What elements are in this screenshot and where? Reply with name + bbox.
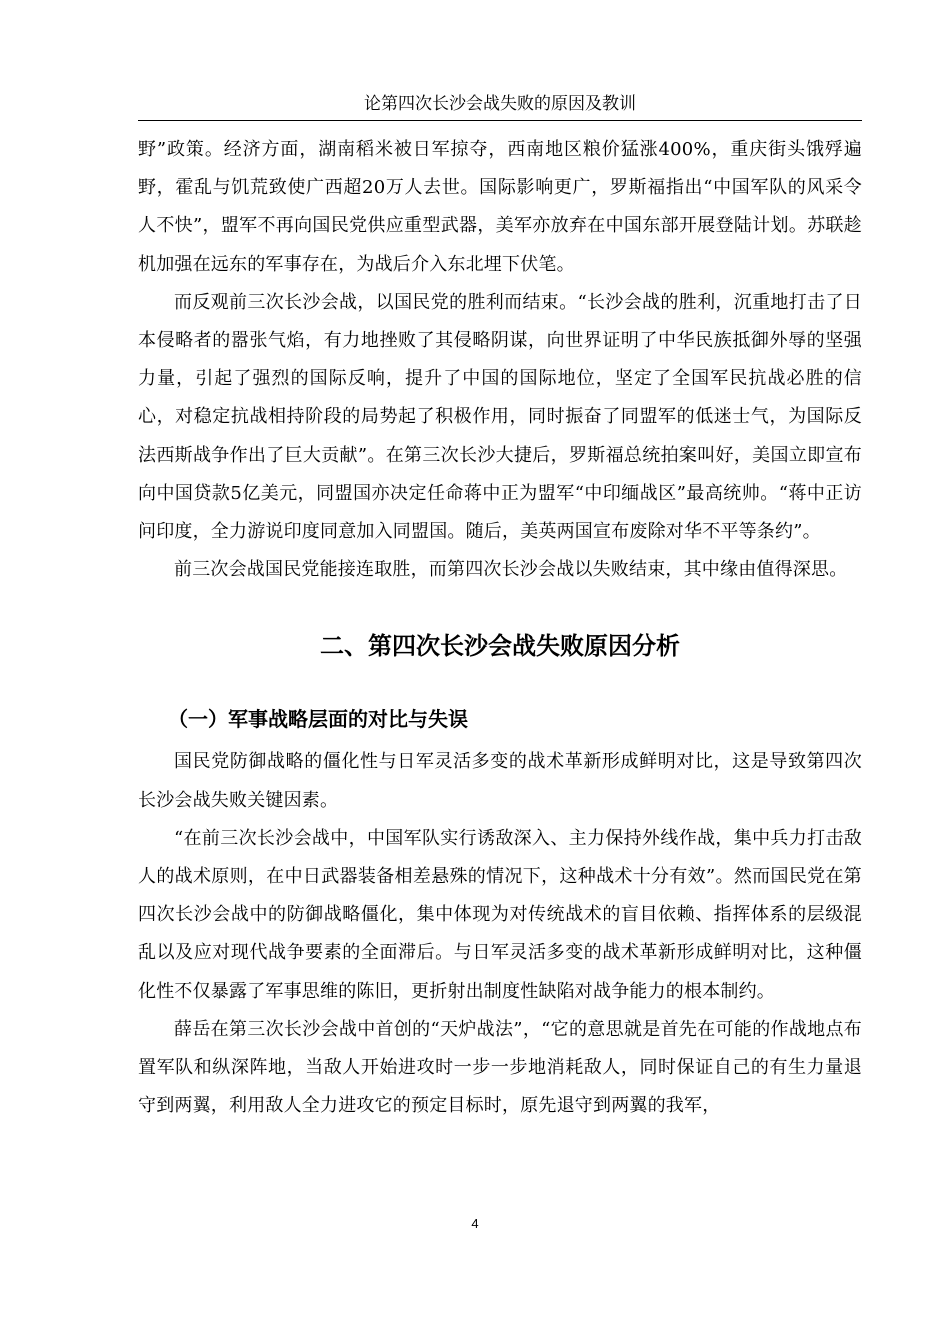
paragraph-tactics-comparison: “在前三次长沙会战中，中国军队实行诱敌深入、主力保持外线作战，集中兵力打击敌人的战术原则，在中日武器装备相差悬殊的情况下，这种战术十分有效”。然而国民党在第四次长沙会战中的防御战略僵化，集中体现为对传统战术的盲目依赖、指挥体系的层级混乱以及应对现代战争要素的全面滞后。与日军灵活多变的战术革新形成鲜明对比，这种僵化性不仅暴露了军事思维的陈旧，更折射出制度性缺陷对战争能力的根本制约。 bbox=[138, 827, 862, 1002]
paragraph-previous-battles: 而反观前三次长沙会战，以国民党的胜利而结束。“长沙会战的胜利，沉重地打击了日本侵略者的嚣张气焰，有力地挫败了其侵略阴谋，向世界证明了中华民族抵御外辱的坚强力量，引起了强烈的国际反响，提升了中国的国际地位，坚定了全国军民抗战必胜的信心，对稳定抗战相持阶段的局势起了积极作用，同时振奋了同盟军的低迷士气，为国际反法西斯战争作出了巨大贡献”。在第三次长沙大捷后，罗斯福总统拍案叫好，美国立即宣布向中国贷款5亿美元，同盟国亦决定任命蒋中正为盟军“中印缅战区”最高统帅。“蒋中正访问印度，全力游说印度同意加入同盟国。随后，美英两国宣布废除对华不平等条约”。 bbox=[138, 291, 862, 543]
paragraph-tianlu-tactic: 薛岳在第三次长沙会战中首创的“天炉战法”，“它的意思就是首先在可能的作战地点布置军队和纵深阵地，当敌人开始进攻时一步一步地消耗敌人，同时保证自己的有生力量退守到两翼，利用敌人全力进攻它的预定目标时，原先退守到两翼的我军， bbox=[138, 1018, 862, 1117]
page-header-title: 论第四次长沙会战失败的原因及教训 bbox=[364, 94, 636, 114]
paragraph-reflection: 前三次会战国民党能接连取胜，而第四次长沙会战以失败结束，其中缘由值得深思。 bbox=[174, 559, 848, 581]
page-number: 4 bbox=[471, 1216, 479, 1231]
paragraph-strategy-rigidity: 国民党防御战略的僵化性与日军灵活多变的战术革新形成鲜明对比，这是导致第四次长沙会战失败关键因素。 bbox=[138, 751, 862, 811]
header-divider bbox=[138, 120, 862, 121]
paragraph-continued: 野”政策。经济方面，湖南稻米被日军掠夺，西南地区粮价猛涨400%，重庆街头饿殍遍野，霍乱与饥荒致使广西超20万人去世。国际影响更广，罗斯福指出“中国军队的风采令人不快”，盟军不再向国民党供应重型武器，美军亦放弃在中国东部开展登陆计划。苏联趁机加强在远东的军事存在，为战后介入东北埋下伏笔。 bbox=[138, 139, 862, 275]
section-heading-failure-analysis: 二、第四次长沙会战失败原因分析 bbox=[320, 632, 680, 661]
document-body bbox=[138, 131, 862, 1125]
subsection-heading-military-strategy: （一）军事战略层面的对比与失误 bbox=[168, 707, 468, 732]
